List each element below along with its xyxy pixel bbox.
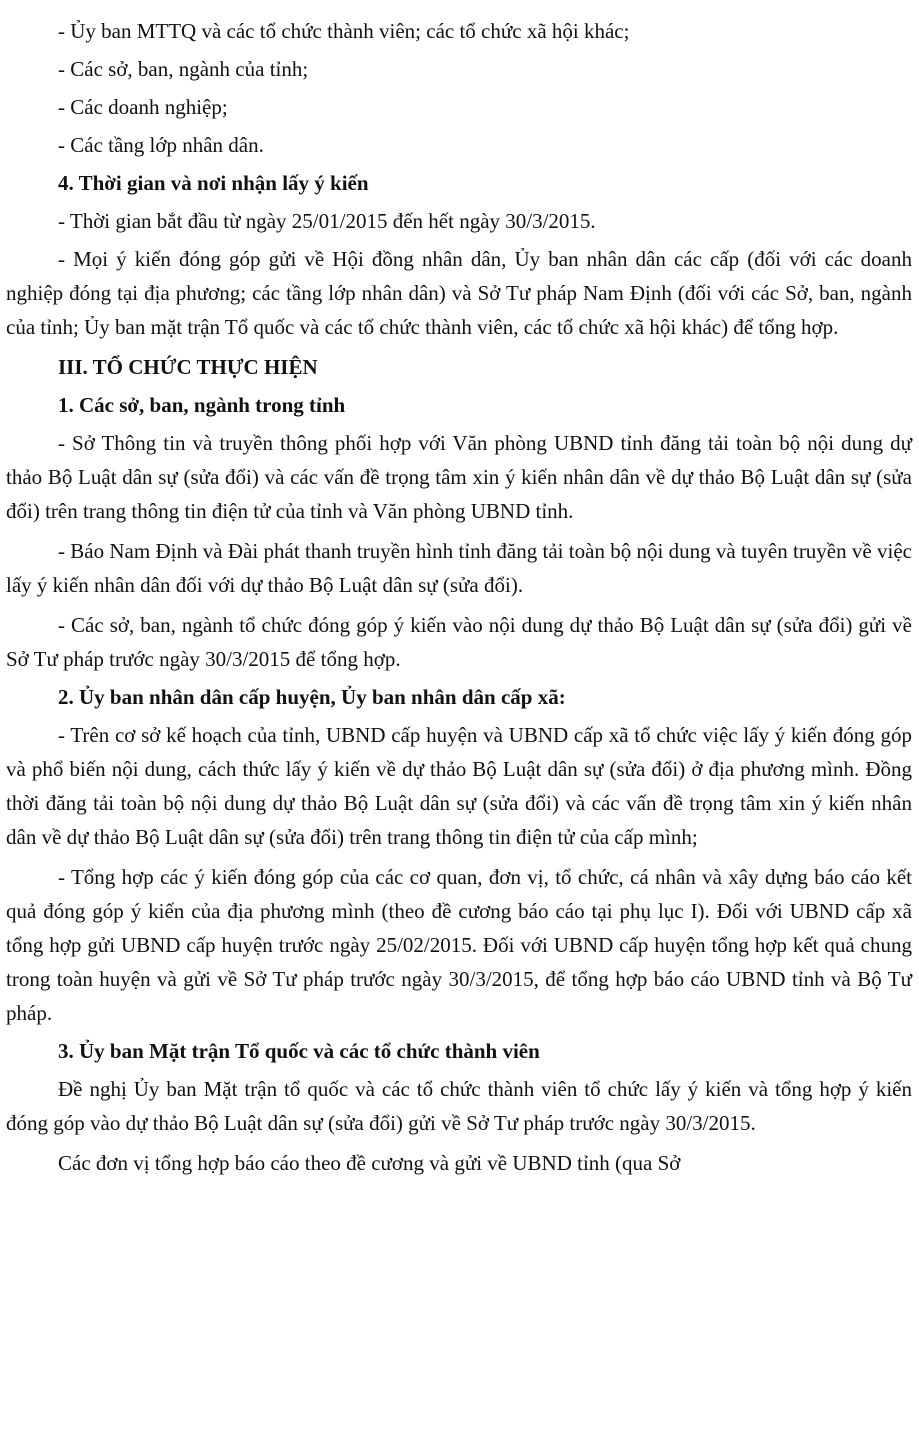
bullet-mttq: - Ủy ban MTTQ và các tổ chức thành viên; các tổ chức xã hội khác; <box>58 19 630 43</box>
heading-thoi-gian-noi-nhan: 4. Thời gian và nơi nhận lấy ý kiến <box>58 171 369 195</box>
heading-so-ban-nganh: 1. Các sở, ban, ngành trong tỉnh <box>58 393 346 417</box>
paragraph-noi-nhan: - Mọi ý kiến đóng góp gửi về Hội đồng nhân dân, Ủy ban nhân dân các cấp (đối với các doanh nghiệp đóng tại địa phương; các tầng lớp nhân dân) và Sở Tư pháp Nam Định (đối với các Sở, ban, ngành của tỉnh; Ủy ban mặt trận Tổ quốc và các tổ chức thành viên, các tổ chức xã hội khác) để tổng hợp. <box>6 247 912 339</box>
paragraph-so-thong-tin: - Sở Thông tin và truyền thông phối hợp với Văn phòng UBND tỉnh đăng tải toàn bộ nội dung dự thảo Bộ Luật dân sự (sửa đổi) và các vấn đề trọng tâm xin ý kiến nhân dân về dự thảo Bộ Luật dân sự (sửa đổi) trên trang thông tin điện tử của tỉnh và Văn phòng UBND tỉnh. <box>6 431 912 523</box>
paragraph-cac-so-ban-nganh: - Các sở, ban, ngành tổ chức đóng góp ý kiến vào nội dung dự thảo Bộ Luật dân sự (sửa đổi) gửi về Sở Tư pháp trước ngày 30/3/2015 để tổng hợp. <box>6 613 912 671</box>
paragraph-tong-hop-y-kien: - Tổng hợp các ý kiến đóng góp của các cơ quan, đơn vị, tổ chức, cá nhân và xây dựng báo cáo kết quả đóng góp ý kiến của địa phương mình (theo đề cương báo cáo tại phụ lục I). Đối với UBND cấp xã tổng hợp gửi UBND cấp huyện trước ngày 25/02/2015. Đối với UBND cấp huyện tổng hợp kết quả chung trong toàn huyện và gửi về Sở Tư pháp trước ngày 30/3/2015, để tổng hợp báo cáo UBND tỉnh và Bộ Tư pháp. <box>6 865 912 1025</box>
bullet-tang-lop-nhan-dan: - Các tầng lớp nhân dân. <box>58 133 264 157</box>
bullet-so-ban-nganh: - Các sở, ban, ngành của tỉnh; <box>58 57 309 81</box>
section-heading-to-chuc-thuc-hien: III. TỔ CHỨC THỰC HIỆN <box>58 355 318 379</box>
paragraph-bao-nam-dinh: - Báo Nam Định và Đài phát thanh truyền hình tỉnh đăng tải toàn bộ nội dung và tuyên truyền về việc lấy ý kiến nhân dân đối với dự thảo Bộ Luật dân sự (sửa đổi). <box>6 539 912 597</box>
document-page <box>6 14 912 1180</box>
paragraph-cac-don-vi: Các đơn vị tổng hợp báo cáo theo đề cương và gửi về UBND tỉnh (qua Sở <box>58 1151 681 1175</box>
bullet-doanh-nghiep: - Các doanh nghiệp; <box>58 95 228 119</box>
paragraph-ke-hoach-tinh: - Trên cơ sở kế hoạch của tỉnh, UBND cấp huyện và UBND cấp xã tổ chức việc lấy ý kiến đóng góp và phổ biến nội dung, cách thức lấy ý kiến về dự thảo Bộ Luật dân sự (sửa đổi) ở địa phương mình. Đồng thời đăng tải toàn bộ nội dung dự thảo Bộ Luật dân sự (sửa đổi) và các vấn đề trọng tâm xin ý kiến nhân dân về dự thảo Bộ Luật dân sự (sửa đổi) trên trang thông tin điện tử của cấp mình; <box>6 723 912 849</box>
heading-mat-tran-to-quoc: 3. Ủy ban Mặt trận Tổ quốc và các tổ chức thành viên <box>58 1039 540 1063</box>
paragraph-de-nghi-mat-tran: Đề nghị Ủy ban Mặt trận tổ quốc và các tổ chức thành viên tổ chức lấy ý kiến và tổng hợp ý kiến đóng góp vào dự thảo Bộ Luật dân sự (sửa đổi) gửi về Sở Tư pháp trước ngày 30/3/2015. <box>6 1077 912 1135</box>
heading-ubnd-huyen-xa: 2. Ủy ban nhân dân cấp huyện, Ủy ban nhân dân cấp xã: <box>58 685 566 709</box>
paragraph-thoi-gian: - Thời gian bắt đầu từ ngày 25/01/2015 đến hết ngày 30/3/2015. <box>58 209 596 233</box>
